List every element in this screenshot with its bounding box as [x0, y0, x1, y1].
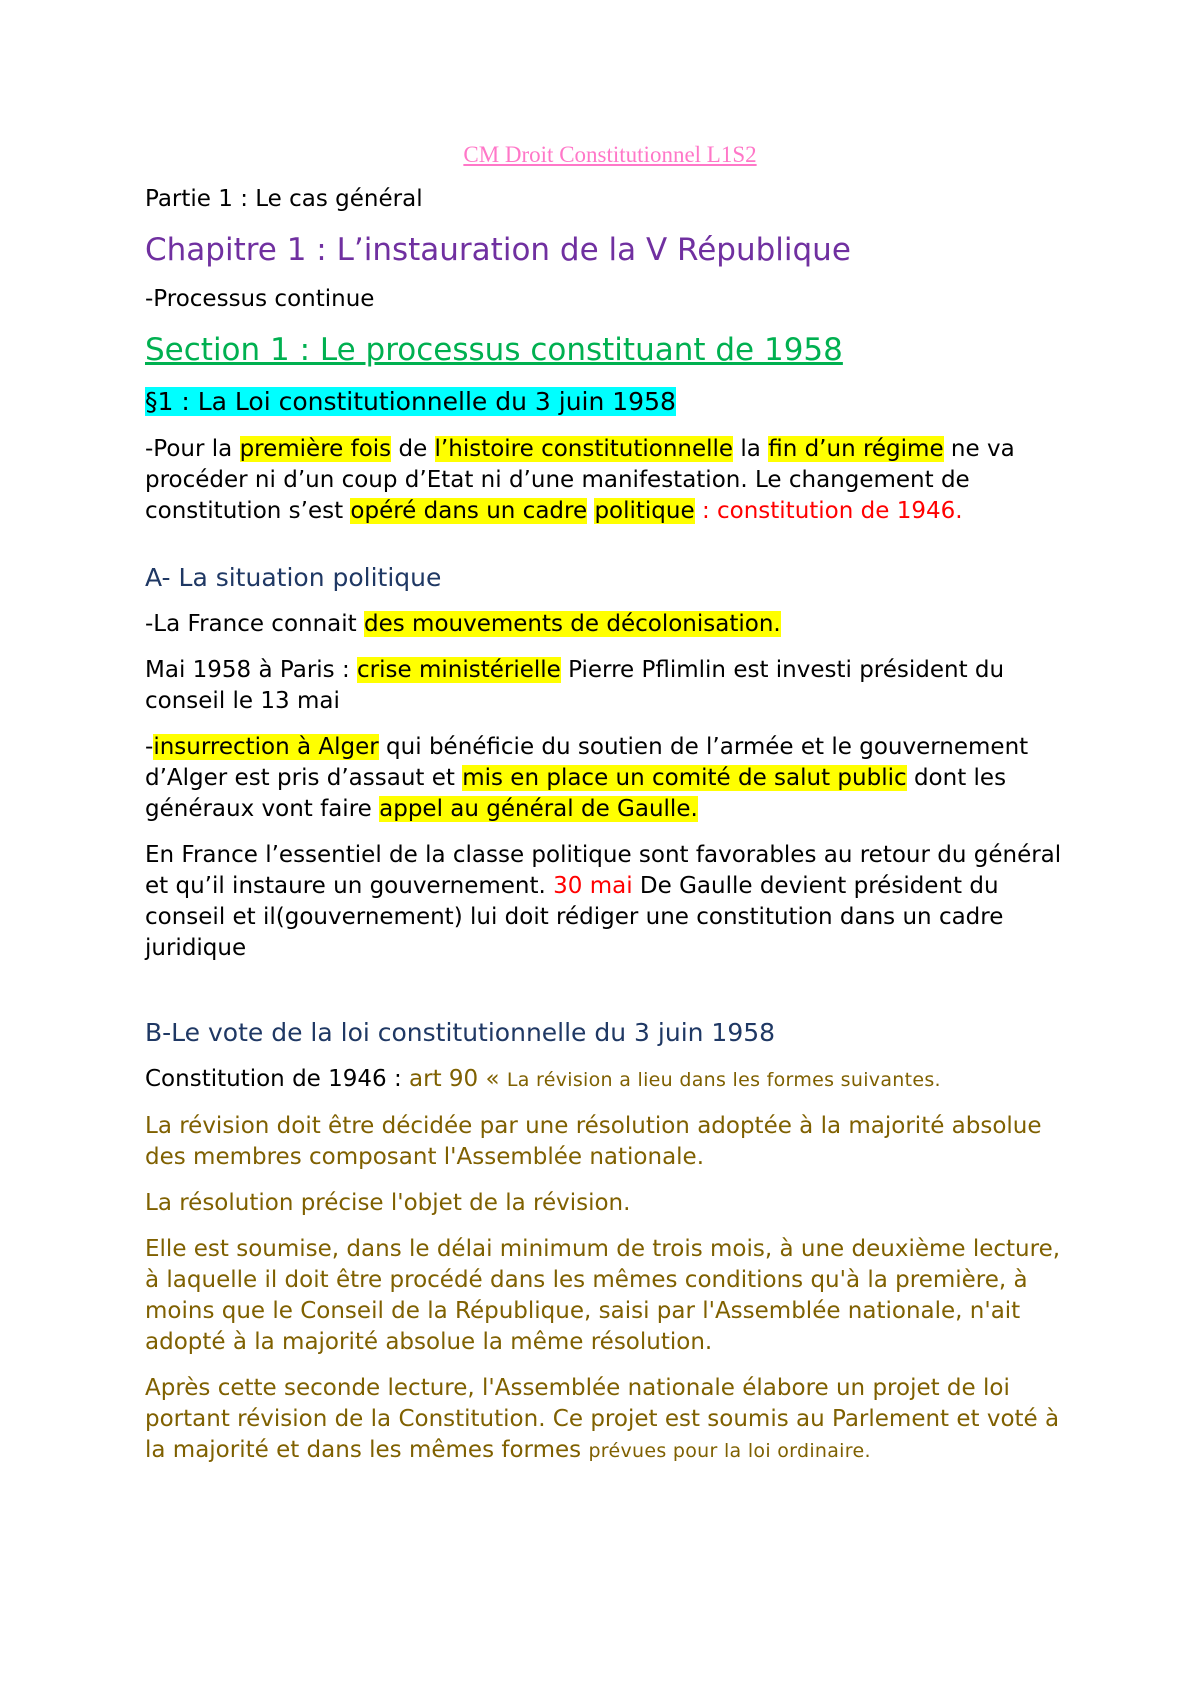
gaulle-paragraph	[145, 840, 1075, 964]
gold-run: Après cette seconde lecture, l'Assemblée nationale élabore un projet de loi portant révision de la Constitution. Ce projet est soumis au Parlement et voté à la majorité et dans les mêmes formes	[145, 1375, 1060, 1463]
document-page	[145, 140, 1075, 1482]
processus-line: -Processus continue	[145, 286, 375, 312]
subheading-b: B-Le vote de la loi constitutionnelle du 3 juin 1958	[145, 1018, 776, 1047]
quote-paragraph-4	[145, 1373, 1075, 1467]
text-run: qui bénéficie du soutien de l’armée et le gouvernement d’Alger est pris d’assaut et	[145, 734, 1029, 791]
red-run: : constitution de 1946.	[701, 498, 963, 524]
text-run: la	[733, 436, 769, 462]
document-title: CM Droit Constitutionnel L1S2	[463, 142, 757, 167]
text-run: Pierre Pflimlin est investi président du conseil le 13 mai	[145, 657, 1005, 714]
quote-paragraph-3: Elle est soumise, dans le délai minimum de trois mois, à une deuxième lecture, à laquelle il doit être procédé dans les mêmes conditions qu'à la première, à moins que le Conseil de la République, saisi par l'Assemblée nationale, n'ait adopté à la majorité absolue la même résolution.	[145, 1236, 1061, 1355]
red-run: 30 mai	[553, 873, 633, 899]
highlight-run: politique	[594, 498, 695, 524]
text-run: de	[391, 436, 435, 462]
highlight-run: des mouvements de décolonisation.	[364, 611, 781, 637]
highlight-run: mis en place un comité de salut public	[462, 765, 907, 791]
paragraph-heading-text: §1 : La Loi constitutionnelle du 3 juin 1958	[145, 387, 676, 416]
highlight-run: l’histoire constitutionnelle	[434, 436, 734, 462]
text-run: Mai 1958 à Paris :	[145, 657, 358, 683]
crise-paragraph	[145, 655, 1075, 717]
partie-heading: Partie 1 : Le cas général	[145, 186, 423, 212]
section-heading: Section 1 : Le processus constituant de 1958	[145, 332, 843, 368]
text-run: De Gaulle devient président du conseil et il(gouvernement) lui doit rédiger une constitution dans un cadre juridique	[145, 873, 1004, 961]
quote-run: prévues pour la loi ordinaire.	[588, 1440, 871, 1462]
decolonisation-paragraph	[145, 609, 1075, 640]
paragraph-heading	[145, 384, 1075, 420]
gold-run: art 90 «	[409, 1066, 507, 1092]
art90-paragraph	[145, 1064, 1075, 1096]
highlight-run: appel au général de Gaulle.	[379, 796, 698, 822]
text-run: -Pour la	[145, 436, 240, 462]
text-run: dont les généraux vont faire	[145, 765, 1007, 822]
text-run	[695, 498, 702, 524]
highlight-run: insurrection à Alger	[153, 734, 379, 760]
text-run: Constitution de 1946 :	[145, 1066, 410, 1092]
text-run: -La France connait	[145, 611, 364, 637]
quote-run: La révision a lieu dans les formes suivantes.	[506, 1069, 941, 1091]
chapter-heading: Chapitre 1 : L’instauration de la V République	[145, 232, 851, 268]
intro-paragraph	[145, 434, 1075, 527]
highlight-run: fin d’un régime	[768, 436, 944, 462]
text-run: ne va procéder ni d’un coup d’Etat ni d’une manifestation. Le changement de constitution s’est	[145, 436, 1015, 524]
highlight-run: crise ministérielle	[357, 657, 561, 683]
subheading-a: A- La situation politique	[145, 563, 442, 592]
quote-paragraph-1: La révision doit être décidée par une résolution adoptée à la majorité absolue des membres composant l'Assemblée nationale.	[145, 1113, 1042, 1170]
highlight-run: opéré dans un cadre	[350, 498, 588, 524]
insurrection-paragraph	[145, 732, 1075, 825]
quote-paragraph-2: La résolution précise l'objet de la révision.	[145, 1190, 631, 1216]
highlight-run: première fois	[239, 436, 392, 462]
text-run: -	[145, 734, 154, 760]
text-run: En France l’essentiel de la classe politique sont favorables au retour du général et qu’il instaure un gouvernement.	[145, 842, 1062, 899]
